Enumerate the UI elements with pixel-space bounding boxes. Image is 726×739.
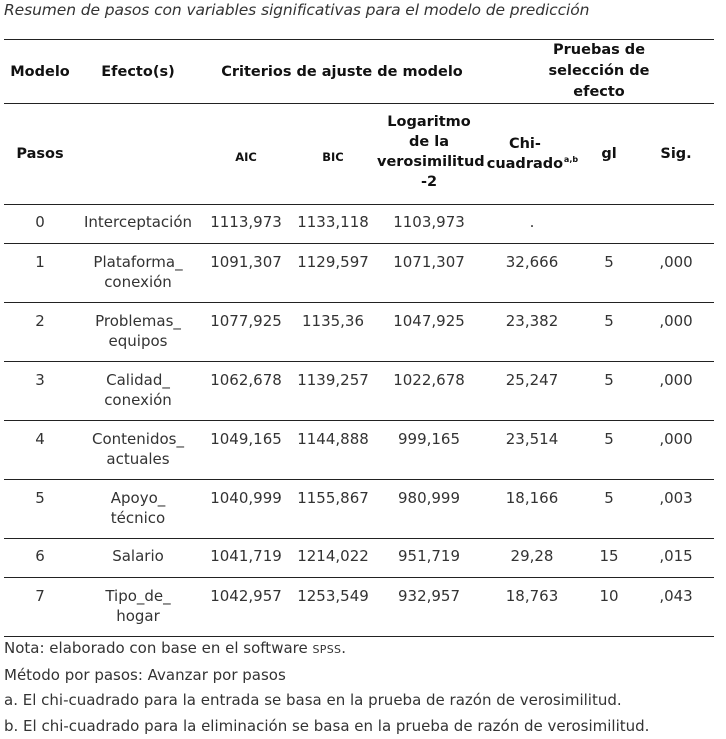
cell-chi: 32,666 (484, 244, 580, 303)
cell-aic: 1042,957 (200, 578, 292, 637)
table-row (4, 303, 714, 362)
col-header-blank (76, 104, 200, 205)
col-header-aic: AIC (200, 104, 292, 205)
cell-sig: ,015 (638, 539, 714, 578)
cell-chi: . (484, 205, 580, 244)
col-header-modelo: Modelo (4, 40, 76, 104)
table-notes (4, 636, 649, 739)
cell-bic: 1253,549 (292, 578, 374, 637)
cell-aic: 1113,973 (200, 205, 292, 244)
cell-sig: ,003 (638, 480, 714, 539)
cell-efecto: Interceptación (76, 205, 200, 244)
cell-log: 1103,973 (374, 205, 484, 244)
note-software: SPSS (312, 643, 341, 656)
cell-aic: 1040,999 (200, 480, 292, 539)
header-row-2 (4, 104, 714, 205)
col-header-efecto: Efecto(s) (76, 40, 200, 104)
table-caption: Resumen de pasos con variables significativas para el modelo de predicción (4, 1, 589, 19)
cell-gl: 5 (580, 421, 638, 480)
cell-chi: 23,514 (484, 421, 580, 480)
cell-sig: ,000 (638, 244, 714, 303)
cell-log: 980,999 (374, 480, 484, 539)
cell-chi: 29,28 (484, 539, 580, 578)
cell-paso: 7 (4, 578, 76, 637)
cell-chi: 23,382 (484, 303, 580, 362)
note-source-text: Nota: elaborado con base en el software (4, 639, 312, 657)
cell-bic: 1139,257 (292, 362, 374, 421)
note-source-end: . (341, 639, 346, 657)
cell-chi: 18,166 (484, 480, 580, 539)
cell-efecto (76, 421, 200, 480)
cell-aic: 1049,165 (200, 421, 292, 480)
cell-gl: 5 (580, 480, 638, 539)
header-row-1 (4, 40, 714, 104)
cell-efecto-text: Calidad_ conexión (88, 370, 188, 410)
cell-sig (638, 205, 714, 244)
table-row (4, 421, 714, 480)
cell-aic: 1062,678 (200, 362, 292, 421)
cell-paso: 4 (4, 421, 76, 480)
table-row (4, 205, 714, 244)
cell-sig: ,000 (638, 303, 714, 362)
cell-sig: ,043 (638, 578, 714, 637)
cell-paso: 1 (4, 244, 76, 303)
cell-paso: 0 (4, 205, 76, 244)
cell-log: 1071,307 (374, 244, 484, 303)
cell-efecto-text: Contenidos_ actuales (88, 429, 188, 469)
col-header-criterios: Criterios de ajuste de modelo (200, 40, 484, 104)
cell-bic: 1144,888 (292, 421, 374, 480)
cell-paso: 3 (4, 362, 76, 421)
cell-sig: ,000 (638, 421, 714, 480)
table-row (4, 480, 714, 539)
cell-paso: 5 (4, 480, 76, 539)
cell-log: 999,165 (374, 421, 484, 480)
chi-superscript: a,b (564, 155, 578, 164)
cell-paso: 6 (4, 539, 76, 578)
cell-efecto (76, 362, 200, 421)
cell-bic: 1135,36 (292, 303, 374, 362)
cell-gl: 15 (580, 539, 638, 578)
cell-efecto: Salario (76, 539, 200, 578)
cell-efecto-text: Plataforma_ conexión (88, 252, 188, 292)
cell-sig: ,000 (638, 362, 714, 421)
pruebas-label: Pruebas de selección de efecto (529, 40, 669, 103)
cell-aic: 1091,307 (200, 244, 292, 303)
col-header-pasos: Pasos (4, 104, 76, 205)
results-table (4, 39, 714, 637)
cell-aic: 1041,719 (200, 539, 292, 578)
cell-bic: 1133,118 (292, 205, 374, 244)
cell-log: 1022,678 (374, 362, 484, 421)
cell-gl: 5 (580, 244, 638, 303)
cell-efecto-text: Apoyo_ técnico (88, 488, 188, 528)
note-method: Método por pasos: Avanzar por pasos (4, 663, 649, 689)
col-header-chi (484, 104, 580, 205)
cell-gl (580, 205, 638, 244)
table-row (4, 539, 714, 578)
table-row (4, 244, 714, 303)
col-header-loglik (374, 104, 484, 205)
cell-efecto-text: Problemas_ equipos (88, 311, 188, 351)
cell-gl: 5 (580, 362, 638, 421)
cell-efecto (76, 578, 200, 637)
cell-aic: 1077,925 (200, 303, 292, 362)
cell-efecto (76, 480, 200, 539)
cell-chi: 18,763 (484, 578, 580, 637)
cell-efecto (76, 303, 200, 362)
loglik-label: Logaritmo de la verosimilitud -2 (377, 112, 481, 192)
cell-bic: 1155,867 (292, 480, 374, 539)
cell-paso: 2 (4, 303, 76, 362)
col-header-gl: gl (580, 104, 638, 205)
cell-bic: 1214,022 (292, 539, 374, 578)
note-source (4, 636, 649, 663)
cell-chi: 25,247 (484, 362, 580, 421)
cell-bic: 1129,597 (292, 244, 374, 303)
col-header-pruebas (484, 40, 714, 104)
cell-efecto (76, 244, 200, 303)
table-row (4, 362, 714, 421)
chi-label: Chi-cuadrado (486, 134, 564, 174)
cell-log: 951,719 (374, 539, 484, 578)
cell-log: 932,957 (374, 578, 484, 637)
cell-gl: 10 (580, 578, 638, 637)
cell-efecto-text: Tipo_de_ hogar (88, 586, 188, 626)
col-header-bic: BIC (292, 104, 374, 205)
table-row (4, 578, 714, 637)
note-b: b. El chi-cuadrado para la eliminación se basa en la prueba de razón de verosimilitud. (4, 714, 649, 739)
col-header-sig: Sig. (638, 104, 714, 205)
cell-gl: 5 (580, 303, 638, 362)
cell-log: 1047,925 (374, 303, 484, 362)
note-a: a. El chi-cuadrado para la entrada se basa en la prueba de razón de verosimilitud. (4, 688, 649, 714)
